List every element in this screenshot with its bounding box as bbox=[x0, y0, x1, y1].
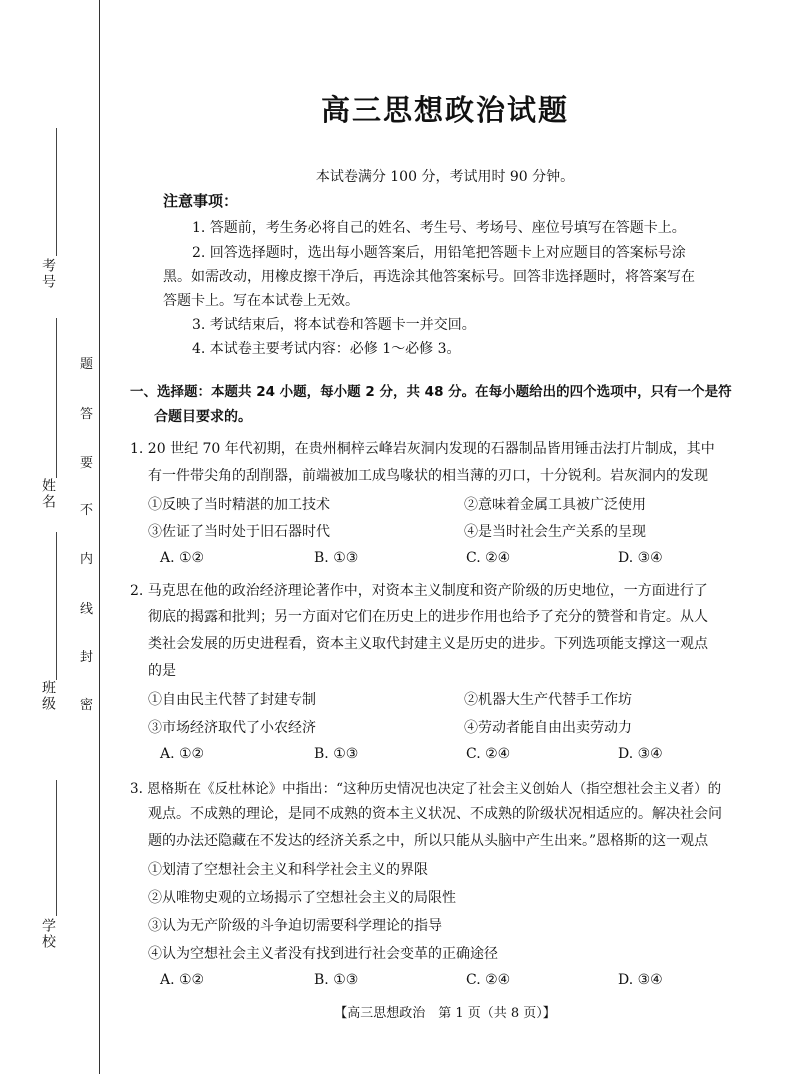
question-3-statement: ②从唯物史观的立场揭示了空想社会主义的局限性 bbox=[148, 890, 456, 906]
seal-char: 线 bbox=[80, 602, 94, 617]
question-3-choice-d[interactable]: D. ③④ bbox=[618, 972, 663, 988]
question-3-statement: ③认为无产阶级的斗争迫切需要科学理论的指导 bbox=[148, 918, 442, 934]
question-2-stem: 类社会发展的历史进程看，资本主义取代封建主义是历史的进步。下列选项能支撑这一观点 bbox=[148, 636, 708, 652]
notice-line: 黑。如需改动，用橡皮擦干净后，再选涂其他答案标号。回答非选择题时，将答案写在 bbox=[163, 269, 695, 285]
question-1-statement: ①反映了当时精湛的加工技术 bbox=[148, 497, 330, 513]
field-name-line[interactable] bbox=[56, 318, 57, 478]
section-heading bbox=[130, 380, 760, 430]
field-exam-number-line[interactable] bbox=[56, 128, 57, 256]
seal-char: 不 bbox=[80, 503, 94, 518]
field-name-label: 姓名 bbox=[40, 478, 56, 510]
seal-char: 封 bbox=[80, 650, 94, 665]
seal-char: 要 bbox=[80, 456, 94, 471]
question-2-choice-d[interactable]: D. ③④ bbox=[618, 746, 663, 762]
seal-char: 答 bbox=[80, 407, 94, 422]
question-2-stem: 彻底的揭露和批判；另一方面对它们在历史上的进步作用也给予了充分的赞誉和肯定。从人 bbox=[148, 609, 708, 625]
question-2-stem: 的是 bbox=[148, 663, 176, 679]
question-1-choice-d[interactable]: D. ③④ bbox=[618, 550, 663, 566]
seal-char: 密 bbox=[80, 698, 94, 713]
seal-char: 内 bbox=[80, 552, 94, 567]
notice-title: 注意事项： bbox=[163, 192, 239, 210]
question-3-choice-a[interactable]: A. ①② bbox=[160, 972, 205, 988]
question-3-stem: 题的办法还隐藏在不发达的经济关系之中，所以只能从头脑中产生出来。”恩格斯的这一观点 bbox=[148, 833, 709, 849]
field-class-line[interactable] bbox=[56, 532, 57, 680]
question-3-statement: ①划清了空想社会主义和科学社会主义的界限 bbox=[148, 862, 428, 878]
question-3-statement: ④认为空想社会主义者没有找到进行社会变革的正确途径 bbox=[148, 946, 498, 962]
question-1-choice-a[interactable]: A. ①② bbox=[160, 550, 205, 566]
question-3-stem: 3. 恩格斯在《反杜林论》中指出：“这种历史情况也决定了社会主义创始人（指空想社会主义者）的 bbox=[130, 781, 722, 797]
notice-line: 1. 答题前，考生务必将自己的姓名、考生号、考场号、座位号填写在答题卡上。 bbox=[192, 220, 686, 236]
question-2-statement: ①自由民主代替了封建专制 bbox=[148, 692, 316, 708]
question-1-choice-c[interactable]: C. ②④ bbox=[466, 550, 511, 566]
binding-line bbox=[99, 0, 100, 1074]
question-2-statement: ④劳动者能自由出卖劳动力 bbox=[464, 720, 632, 736]
question-1-statement: ③佐证了当时处于旧石器时代 bbox=[148, 524, 330, 540]
question-1-stem: 有一件带尖角的刮削器，前端被加工成鸟喙状的相当薄的刃口，十分锐利。岩灰洞内的发现 bbox=[148, 468, 708, 484]
exam-meta: 本试卷满分 100 分，考试用时 90 分钟。 bbox=[315, 169, 575, 185]
field-class-label: 班级 bbox=[40, 680, 56, 712]
notice-line: 答题卡上。写在本试卷上无效。 bbox=[163, 293, 359, 309]
question-2-choice-c[interactable]: C. ②④ bbox=[466, 746, 511, 762]
notice-line: 3. 考试结束后，将本试卷和答题卡一并交回。 bbox=[192, 317, 476, 333]
notice-line: 4. 本试卷主要考试内容：必修 1～必修 3。 bbox=[192, 341, 461, 357]
section-heading-line: 一、选择题：本题共 24 小题，每小题 2 分，共 48 分。在每小题给出的四个选项中，只有一个是符 bbox=[130, 384, 732, 400]
question-1-stem: 1. 20 世纪 70 年代初期，在贵州桐梓云峰岩灰洞内发现的石器制品皆用锤击法打片制成，其中 bbox=[130, 441, 715, 457]
question-1-choice-b[interactable]: B. ①③ bbox=[314, 550, 359, 566]
question-2-statement: ②机器大生产代替手工作坊 bbox=[464, 692, 632, 708]
field-exam-number-label: 考号 bbox=[40, 258, 56, 290]
section-heading-line: 合题目要求的。 bbox=[154, 409, 252, 425]
question-3-choice-c[interactable]: C. ②④ bbox=[466, 972, 511, 988]
question-3-stem: 观点。不成熟的理论，是同不成熟的资本主义状况、不成熟的阶级状况相适应的。解决社会问 bbox=[148, 806, 722, 822]
page-title: 高三思想政治试题 bbox=[320, 93, 569, 127]
binding-margin bbox=[0, 0, 100, 1074]
seal-char: 题 bbox=[80, 357, 94, 372]
field-school-label: 学校 bbox=[40, 918, 56, 950]
question-2-choice-a[interactable]: A. ①② bbox=[160, 746, 205, 762]
question-2-statement: ③市场经济取代了小农经济 bbox=[148, 720, 316, 736]
field-school-line[interactable] bbox=[56, 780, 57, 916]
question-3-choice-b[interactable]: B. ①③ bbox=[314, 972, 359, 988]
question-1-statement: ②意味着金属工具被广泛使用 bbox=[464, 497, 646, 513]
notice-line: 2. 回答选择题时，选出每小题答案后，用铅笔把答题卡上对应题目的答案标号涂 bbox=[192, 245, 686, 261]
question-2-choice-b[interactable]: B. ①③ bbox=[314, 746, 359, 762]
question-2-stem: 2. 马克思在他的政治经济理论著作中，对资本主义制度和资产阶级的历史地位，一方面进行了 bbox=[130, 583, 708, 599]
page-footer: 【高三思想政治 第 1 页（共 8 页）】 bbox=[334, 1006, 556, 1021]
question-1-statement: ④是当时社会生产关系的呈现 bbox=[464, 524, 646, 540]
